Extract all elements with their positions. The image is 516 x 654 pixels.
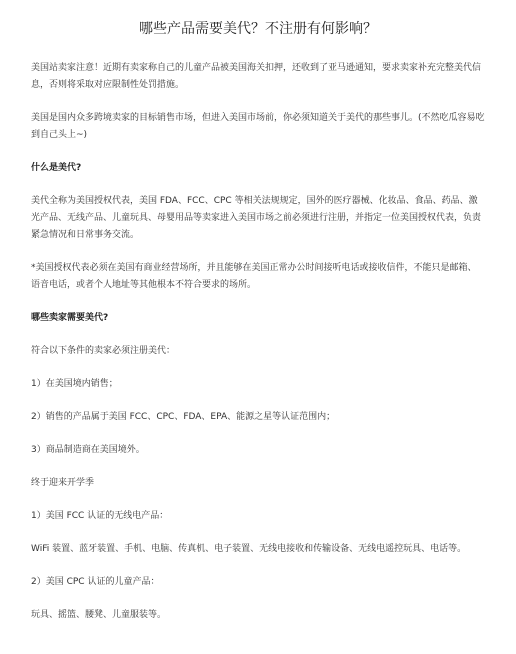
paragraph-school-season: 终于迎来开学季 [31,478,95,488]
list-item-fcc: 1）美国 FCC 认证的无线电产品： [31,511,169,521]
paragraph-requirement-note: *美国授权代表必须在美国有商业经营场所，并且能够在美国正常办公时间接听电话或接收信件，不能只是邮箱、语音电话，或者个人地址等其他根本不符合要求的场所。 [31,263,477,290]
list-item-cpc: 2）美国 CPC 认证的儿童产品： [31,577,160,587]
heading-what-is: 什么是美代? [31,163,82,173]
paragraph-conditions-intro: 符合以下条件的卖家必须注册美代： [31,346,176,356]
list-item-condition-3: 3）商品制造商在美国境外。 [31,445,145,455]
paragraph-notice: 美国站卖家注意！近期有卖家称自己的儿童产品被美国海关扣押，还收到了亚马逊通知，要求卖家补充完整美代信息，否则将采取对应限制性处罚措施。 [31,63,482,90]
heading-who-needs: 哪些卖家需要美代? [31,313,109,323]
article-body [31,45,485,624]
list-item-condition-2: 2）销售的产品属于美国 FCC、CPC、FDA、EPA、能源之星等认证范围内； [31,412,336,422]
paragraph-definition: 美代全称为美国授权代表，美国 FDA、FCC、CPC 等相关法规规定，国外的医疗器械、化妆品、食品、药品、激光产品、无线产品、儿童玩具、母婴用品等卖家进入美国市场之前必须进行注册，并指定一位美国授权代表，负责紧急情况和日常事务交流。 [31,196,482,240]
paragraph-market: 美国是国内众多跨境卖家的目标销售市场，但进入美国市场前，你必须知道关于美代的那些事儿。(不然吃瓜容易吃到自己头上~) [31,113,485,140]
article-title: 哪些产品需要美代？不注册有何影响？ [139,21,377,37]
paragraph-cpc-products: 玩具、摇篮、腰凳、儿童服装等。 [31,610,167,620]
list-item-condition-1: 1）在美国境内销售； [31,379,118,389]
paragraph-fcc-products: WiFi 装置、蓝牙装置、手机、电脑、传真机、电子装置、无线电接收和传输设备、无线电遥控玩具、电话等。 [31,544,467,554]
